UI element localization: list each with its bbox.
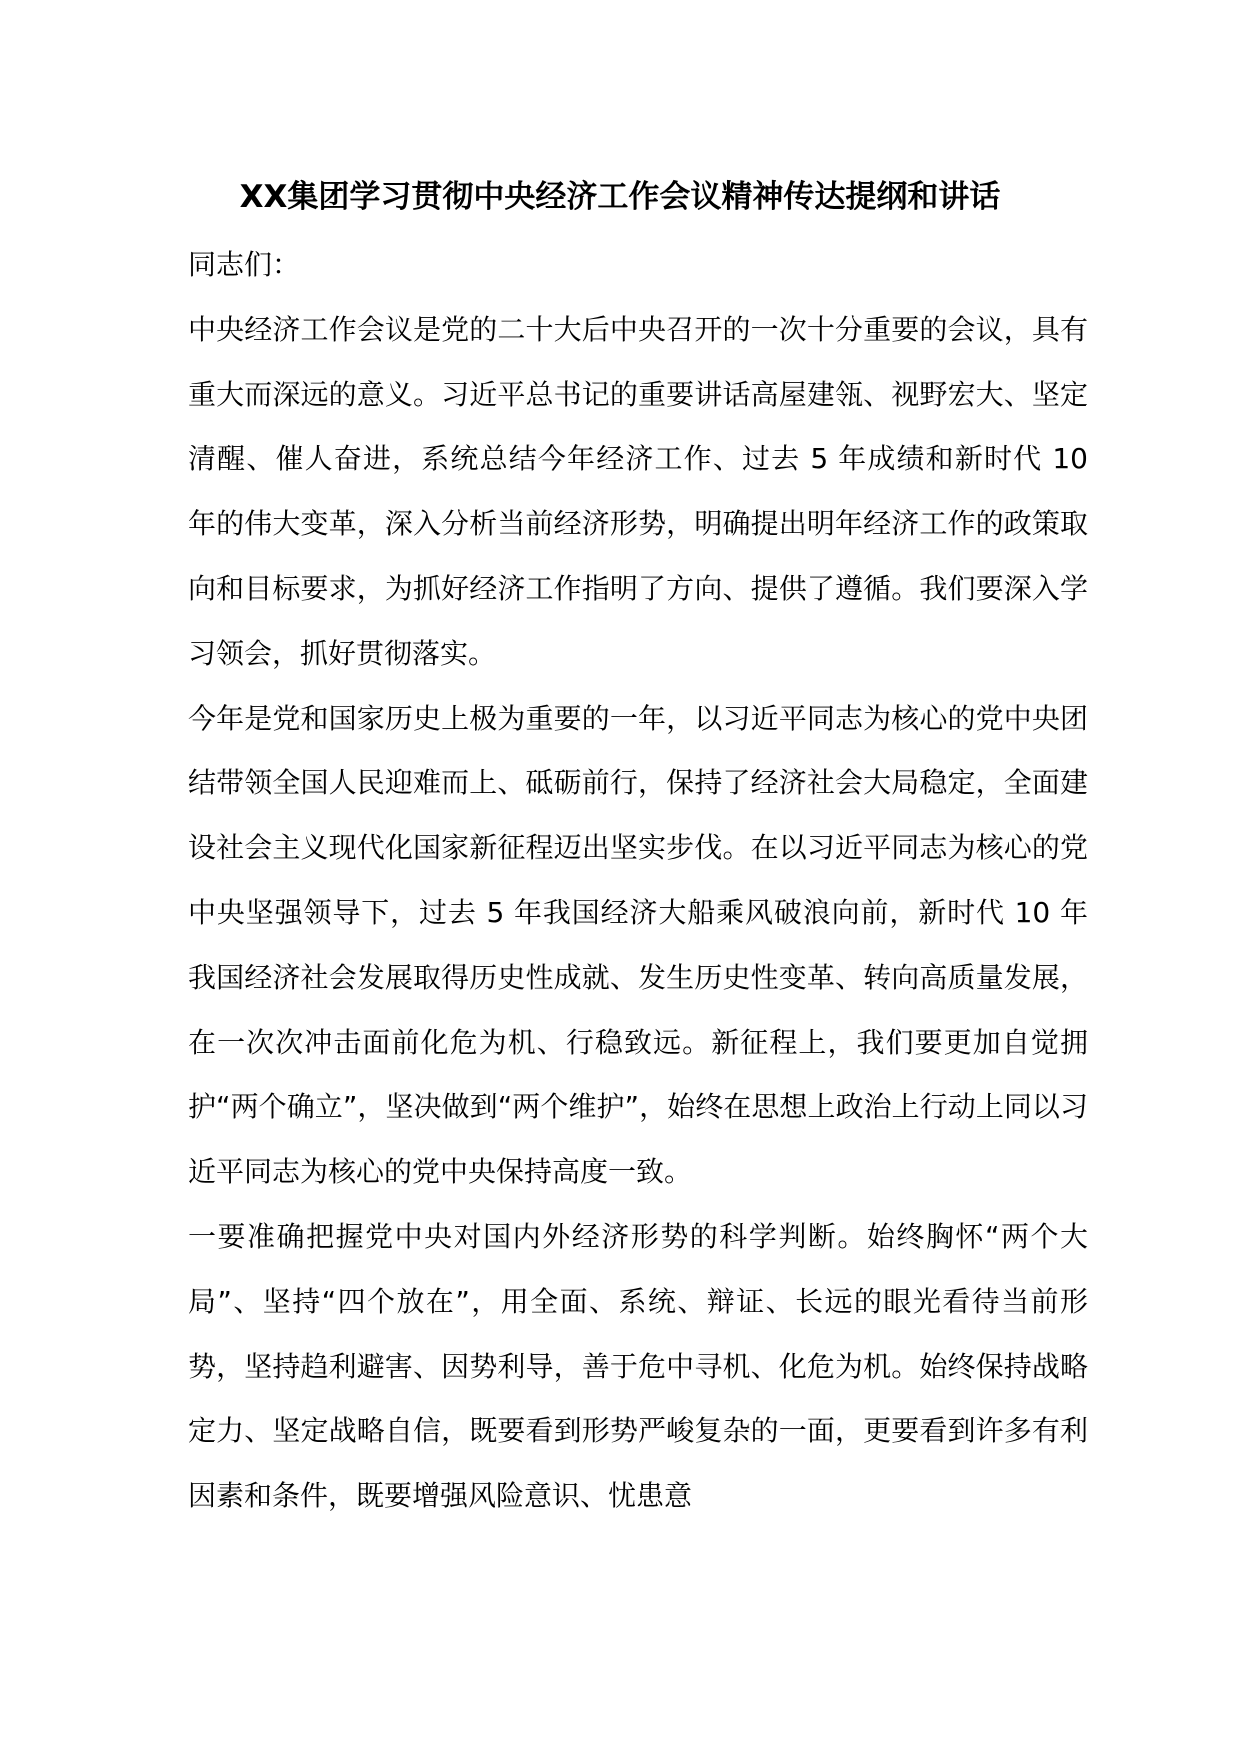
salutation: 同志们：	[188, 248, 301, 281]
document-body	[188, 233, 1088, 1529]
paragraph-3: 一要准确把握党中央对国内外经济形势的科学判断。始终胸怀“两个大局”、坚持“四个放在”，用全面、系统、辩证、长远的眼光看待当前形势，坚持趋利避害、因势利导，善于危中寻机、化危为机。始终保持战略定力、坚定战略自信，既要看到形势严峻复杂的一面，更要看到许多有利因素和条件，既要增强风险意识、忧患意	[188, 1219, 1088, 1513]
paragraph-2: 今年是党和国家历史上极为重要的一年，以习近平同志为核心的党中央团结带领全国人民迎难而上、砥砺前行，保持了经济社会大局稳定，全面建设社会主义现代化国家新征程迈出坚实步伐。在以习近平同志为核心的党中央坚强领导下，过去 5 年我国经济大船乘风破浪向前，新时代 10 年我国经济社会发展取得历史性成就、发生历史性变革、转向高质量发展，在一次次冲击面前化危为机、行稳致远。新征程上，我们要更加自觉拥护“两个确立”，坚决做到“两个维护”，始终在思想上政治上行动上同以习近平同志为核心的党中央保持高度一致。	[188, 701, 1088, 1189]
document-title: XX集团学习贯彻中央经济工作会议精神传达提纲和讲话	[239, 179, 1001, 215]
paragraph-1: 中央经济工作会议是党的二十大后中央召开的一次十分重要的会议，具有重大而深远的意义。习近平总书记的重要讲话高屋建瓴、视野宏大、坚定清醒、催人奋进，系统总结今年经济工作、过去 5 年成绩和新时代 10 年的伟大变革，深入分析当前经济形势，明确提出明年经济工作的政策取向和目标要求，为抓好经济工作指明了方向、提供了遵循。我们要深入学习领会，抓好贯彻落实。	[188, 312, 1088, 670]
